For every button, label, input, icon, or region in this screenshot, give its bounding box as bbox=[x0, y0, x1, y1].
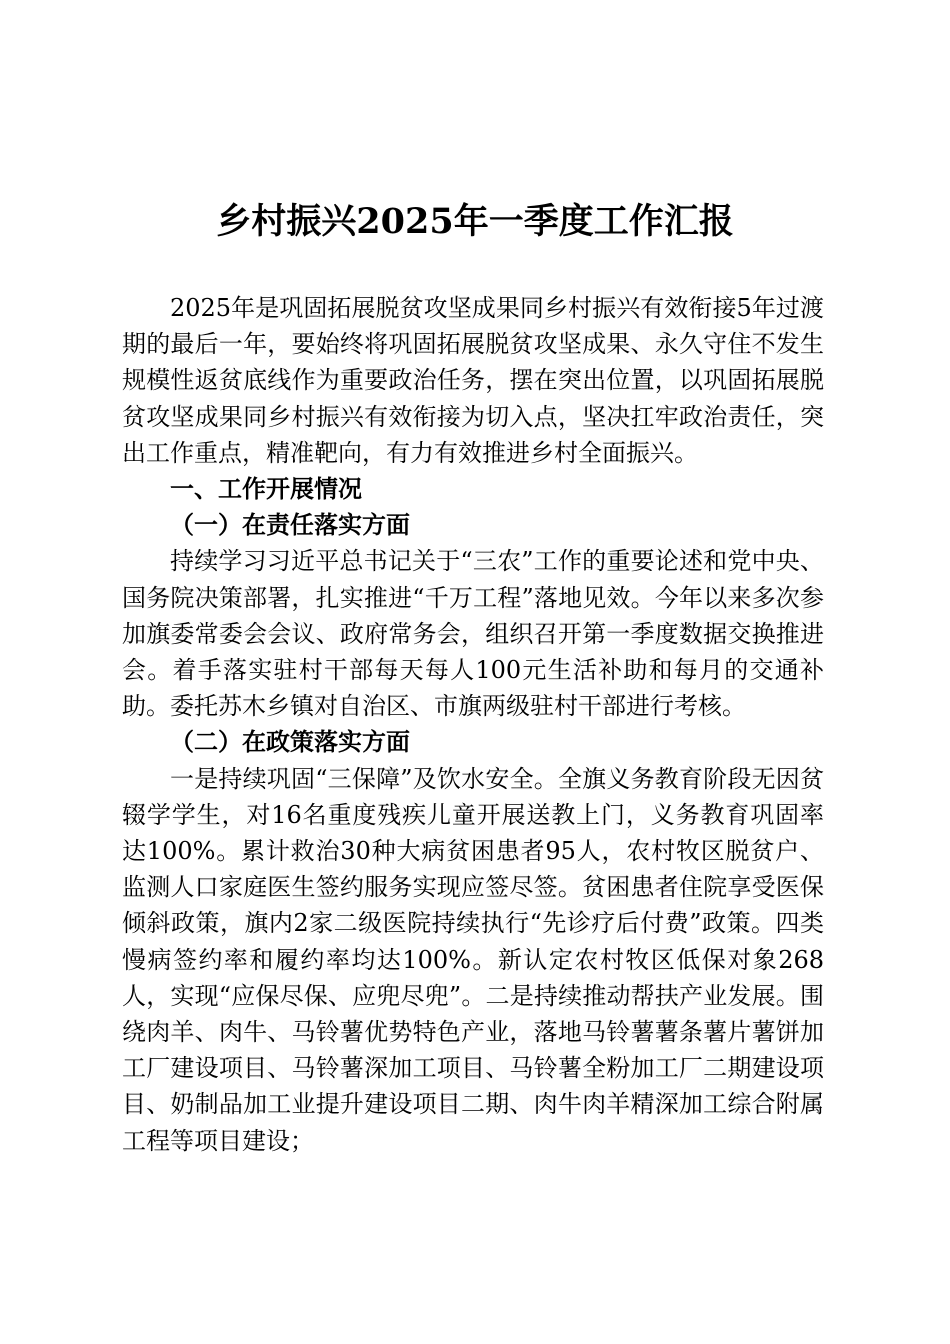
document-title: 乡村振兴2025年一季度工作汇报 bbox=[216, 201, 734, 242]
subsection-paragraph-1: 持续学习习近平总书记关于“三农”工作的重要论述和党中央、国务院决策部署，扎实推进“千万工程”落地见效。今年以来多次参加旗委常委会会议、政府常务会，组织召开第一季度数据交换推进会。着手落实驻村干部每天每人100元生活补助和每月的交通补助。委托苏木乡镇对自治区、市旗两级驻村干部进行考核。 bbox=[122, 547, 824, 721]
subsection-heading-2: （二）在政策落实方面 bbox=[170, 727, 410, 757]
subsection-heading-1: （一）在责任落实方面 bbox=[170, 510, 410, 540]
subsection-paragraph-2: 一是持续巩固“三保障”及饮水安全。全旗义务教育阶段无因贫辍学学生，对16名重度残疾儿童开展送教上门，义务教育巩固率达100%。累计救治30种大病贫困患者95人，农村牧区脱贫户、监测人口家庭医生签约服务实现应签尽签。贫困患者住院享受医保倾斜政策，旗内2家二级医院持续执行“先诊疗后付费”政策。四类慢病签约率和履约率均达100%。新认定农村牧区低保对象268人，实现“应保尽保、应兜尽兜”。二是持续推动帮扶产业发展。围绕肉羊、肉牛、马铃薯优势特色产业，落地马铃薯薯条薯片薯饼加工厂建设项目、马铃薯深加工项目、马铃薯全粉加工厂二期建设项目、奶制品加工业提升建设项目二期、肉牛肉羊精深加工综合附属工程等项目建设； bbox=[122, 764, 824, 1155]
section-heading-1: 一、工作开展情况 bbox=[170, 475, 362, 504]
intro-paragraph: 2025年是巩固拓展脱贫攻坚成果同乡村振兴有效衔接5年过渡期的最后一年，要始终将巩固拓展脱贫攻坚成果、永久守住不发生规模性返贫底线作为重要政治任务，摆在突出位置，以巩固拓展脱贫攻坚成果同乡村振兴有效衔接为切入点，坚决扛牢政治责任，突出工作重点，精准靶向，有力有效推进乡村全面振兴。 bbox=[122, 294, 824, 467]
document-body bbox=[122, 290, 824, 1159]
